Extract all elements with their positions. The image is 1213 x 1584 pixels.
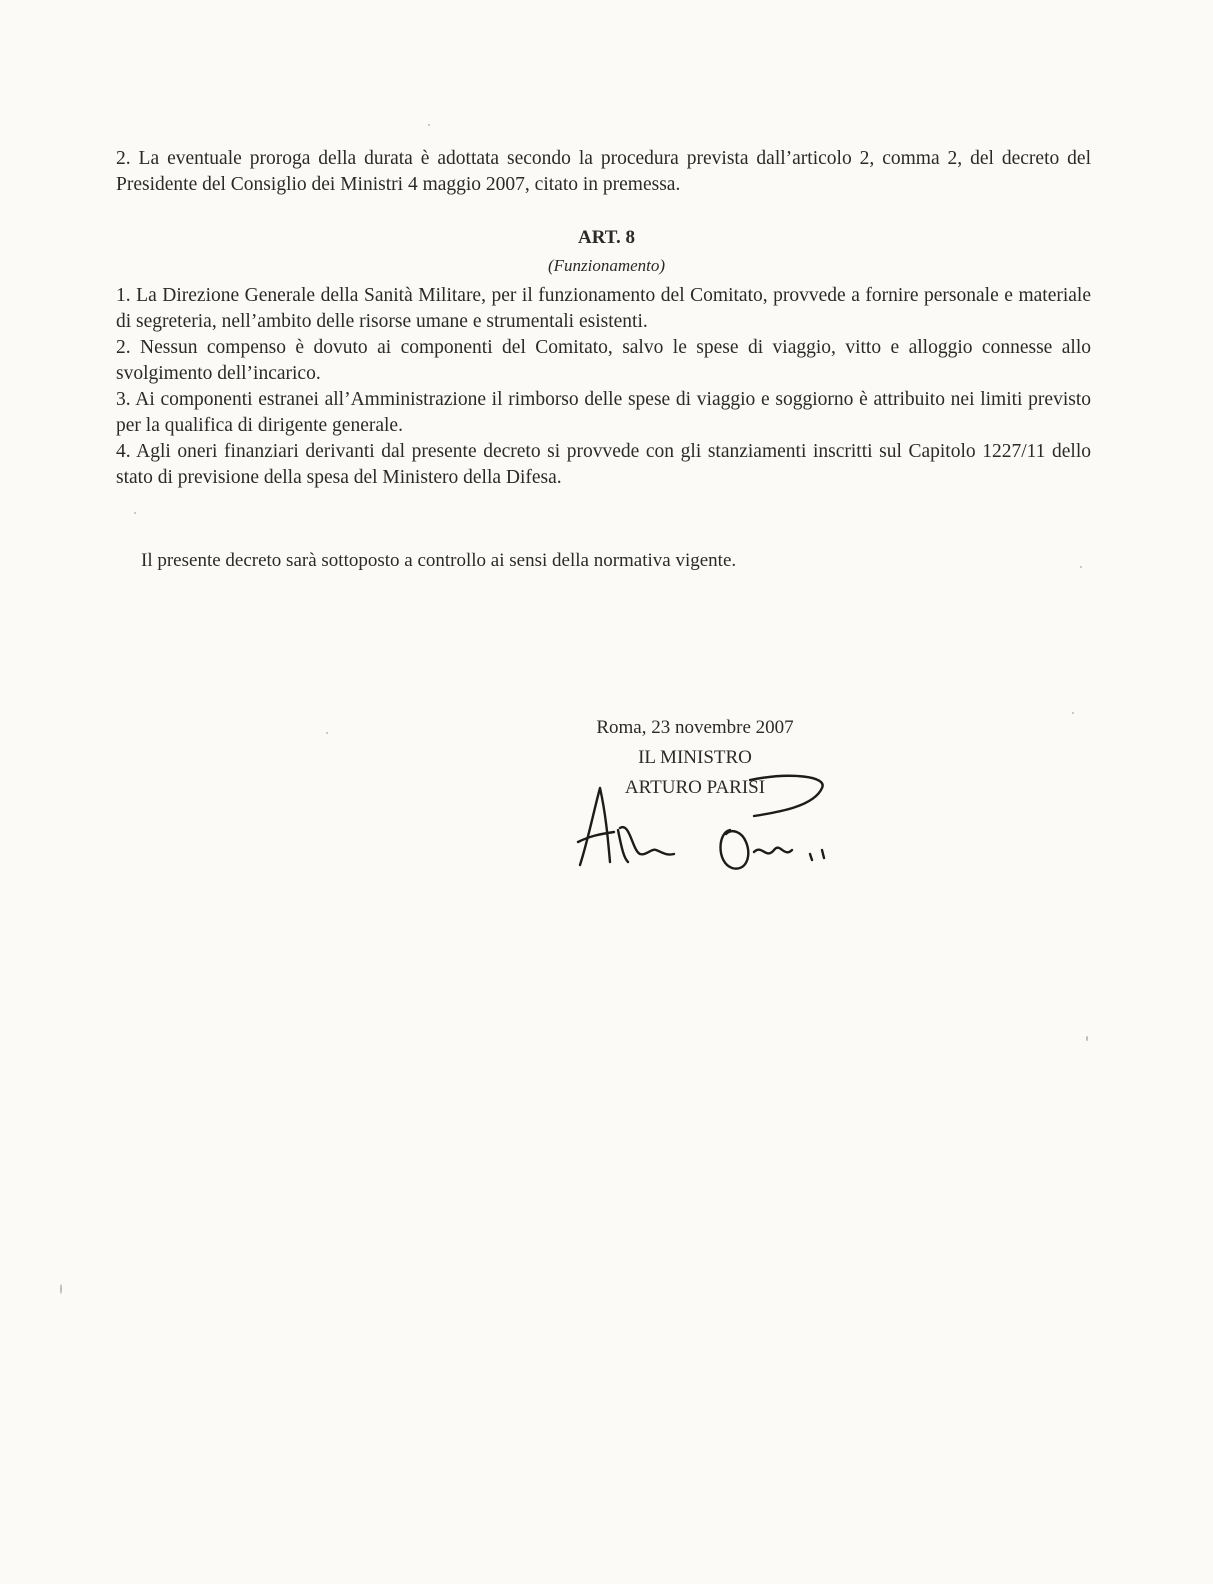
scan-speck (60, 1284, 62, 1294)
scan-speck (1086, 1036, 1088, 1041)
article-subtitle: (Funzionamento) (547, 256, 666, 275)
signer-role: IL MINISTRO (638, 747, 752, 768)
place-date: Roma, 23 novembre 2007 (596, 717, 794, 738)
scan-speck (134, 512, 136, 514)
handwritten-signature (570, 770, 850, 890)
article-item-4: 4. Agli oneri finanziari derivanti dal presente decreto si provvede con gli stanziamenti inscritti sul Capitolo 1227/11 dello stato di previsione della spesa del Ministero della Difesa. (116, 441, 1091, 488)
intro-paragraph: 2. La eventuale proroga della durata è adottata secondo la procedura prevista dall’articolo 2, comma 2, del decreto del Presidente del Consiglio dei Ministri 4 maggio 2007, citato in premessa. (116, 148, 1091, 195)
scan-speck (1072, 712, 1074, 714)
article-item-2: 2. Nessun compenso è dovuto ai componenti del Comitato, salvo le spese di viaggio, vitto e alloggio connesse allo svolgimento dell’incarico. (116, 337, 1091, 384)
closing-statement: Il presente decreto sarà sottoposto a controllo ai sensi della normativa vigente. (141, 550, 737, 571)
article-heading: ART. 8 (577, 227, 636, 248)
scan-speck (1080, 566, 1082, 568)
intro-paragraph-block (116, 146, 1091, 198)
signer-name: ARTURO PARISI (624, 777, 766, 798)
article-body (116, 283, 1091, 491)
scan-speck (428, 124, 430, 126)
article-item-3: 3. Ai componenti estranei all’Amministrazione il rimborso delle spese di viaggio e soggiorno è attribuito nei limiti previsto per la qualifica di dirigente generale. (116, 389, 1091, 436)
article-item-1: 1. La Direzione Generale della Sanità Militare, per il funzionamento del Comitato, provvede a fornire personale e materiale di segreteria, nell’ambito delle risorse umane e strumentali esistenti. (116, 285, 1091, 332)
scan-speck (326, 732, 328, 734)
